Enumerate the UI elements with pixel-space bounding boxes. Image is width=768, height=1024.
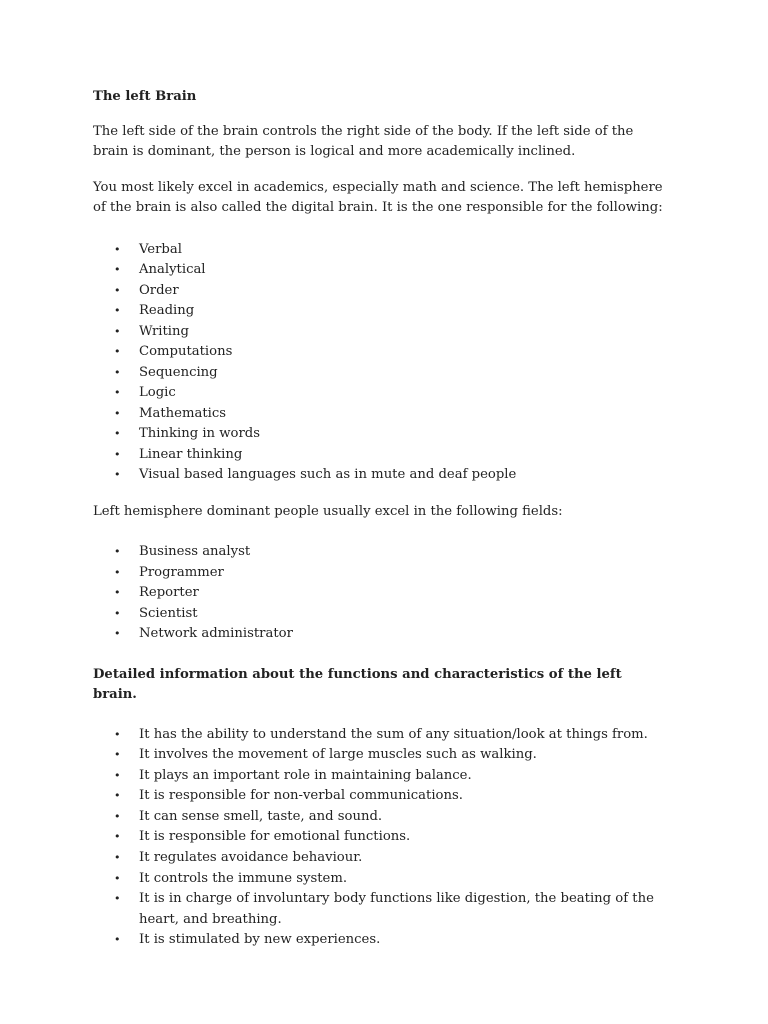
list-item — [93, 363, 668, 384]
list-item — [93, 725, 668, 746]
list-item — [93, 404, 668, 425]
list-item-text: It can sense smell, taste, and sound. — [139, 808, 383, 824]
list-item — [93, 869, 668, 890]
list-item — [93, 240, 668, 261]
bullet-icon: • — [114, 304, 121, 317]
list-item — [93, 930, 668, 951]
list-item-text: Logic — [139, 385, 176, 400]
list-item-text: It controls the immune system. — [139, 870, 348, 886]
list-item — [93, 807, 668, 828]
list-item — [93, 260, 668, 281]
characteristics-list — [93, 725, 668, 952]
bullet-icon: • — [114, 727, 121, 741]
bullet-icon: • — [114, 748, 121, 762]
bullet-icon: • — [114, 871, 121, 885]
list-item-text: Sequencing — [139, 364, 218, 380]
bullet-icon: • — [114, 809, 121, 823]
bullet-icon: • — [114, 283, 121, 297]
list-item — [93, 301, 668, 322]
bullet-icon: • — [114, 447, 121, 461]
list-item — [93, 424, 668, 445]
list-item-text: Verbal — [139, 241, 182, 257]
fields-paragraph: Left hemisphere dominant people usually excel in the following fields: — [93, 503, 563, 519]
list-item-text: Programmer — [139, 564, 224, 580]
fields-list — [93, 542, 668, 645]
list-item-text: Scientist — [139, 605, 198, 621]
list-item — [93, 542, 668, 563]
list-item-text: Mathematics — [139, 405, 227, 421]
bullet-icon: • — [114, 468, 121, 481]
list-item — [93, 383, 668, 404]
bullet-icon: • — [114, 365, 121, 379]
list-item-text: It has the ability to understand the sum of any situation/look at things from. — [139, 726, 648, 742]
section-subheading: Detailed information about the functions and characteristics of the left brain. — [93, 666, 622, 702]
bullet-icon: • — [114, 892, 121, 906]
list-item-text: Thinking in words — [139, 426, 260, 441]
list-item-text: Linear thinking — [139, 446, 243, 462]
list-item — [93, 745, 668, 766]
intro-paragraph: The left side of the brain controls the right side of the body. If the left side of the brain is dominant, the person is logical and more academically inclined. — [93, 123, 634, 159]
list-item — [93, 445, 668, 466]
list-item-text: Computations — [139, 344, 233, 359]
bullet-icon: • — [114, 386, 121, 399]
bullet-icon: • — [114, 606, 121, 620]
bullet-icon: • — [114, 789, 121, 803]
list-item-text: It plays an important role in maintaining balance. — [139, 767, 472, 783]
responsibility-list — [93, 240, 668, 486]
bullet-icon: • — [114, 565, 121, 579]
bullet-icon: • — [114, 427, 121, 440]
bullet-icon: • — [114, 586, 121, 599]
list-item-text: Business analyst — [139, 544, 251, 559]
bullet-icon: • — [114, 768, 121, 782]
list-item — [93, 322, 668, 343]
list-item-text: Order — [139, 282, 179, 298]
list-item — [93, 848, 668, 869]
list-item — [93, 583, 668, 604]
list-item-text: It is responsible for non-verbal communications. — [139, 788, 463, 804]
list-item-text: It is in charge of involuntary body functions like digestion, the beating of the heart, and breathing. — [139, 891, 654, 927]
bullet-icon: • — [114, 830, 121, 844]
bullet-icon: • — [114, 263, 121, 276]
list-item-text: Network administrator — [139, 626, 293, 641]
list-item — [93, 563, 668, 584]
list-item-text: Reporter — [139, 585, 199, 600]
list-item — [93, 604, 668, 625]
list-item — [93, 342, 668, 363]
document-title: The left Brain — [93, 89, 197, 104]
list-item-text: It is stimulated by new experiences. — [139, 932, 381, 948]
list-item — [93, 889, 668, 930]
list-item — [93, 766, 668, 787]
list-item-text: Reading — [139, 303, 195, 318]
bullet-icon: • — [114, 324, 121, 338]
list-item-text: Visual based languages such as in mute and deaf people — [139, 467, 517, 482]
list-item-text: It involves the movement of large muscles such as walking. — [139, 747, 537, 763]
bullet-icon: • — [114, 851, 121, 865]
bullet-icon: • — [114, 933, 121, 947]
list-item — [93, 827, 668, 848]
list-item-text: It is responsible for emotional functions. — [139, 829, 411, 845]
bullet-icon: • — [114, 545, 121, 558]
bullet-icon: • — [114, 345, 121, 358]
list-item — [93, 465, 668, 486]
list-item — [93, 281, 668, 302]
list-item-text: It regulates avoidance behaviour. — [139, 850, 363, 866]
responsibility-paragraph: You most likely excel in academics, especially math and science. The left hemisphere of the brain is also called the digital brain. It is the one responsible for the following: — [93, 179, 663, 215]
bullet-icon: • — [114, 242, 121, 256]
bullet-icon: • — [114, 406, 121, 420]
bullet-icon: • — [114, 627, 121, 640]
list-item-text: Writing — [139, 323, 189, 339]
list-item — [93, 624, 668, 645]
list-item — [93, 786, 668, 807]
list-item-text: Analytical — [139, 262, 206, 277]
